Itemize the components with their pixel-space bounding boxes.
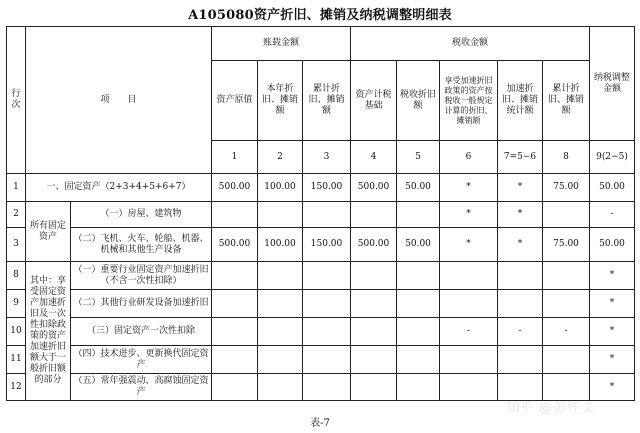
cell-value xyxy=(397,262,440,290)
cell-value xyxy=(440,290,498,318)
cell-value xyxy=(212,346,258,374)
cell-value xyxy=(397,374,440,401)
cell-value: 100.00 xyxy=(258,228,303,262)
row-number: 11 xyxy=(7,346,26,374)
col-header: 加速折旧、摊销统计额 xyxy=(498,61,543,141)
row-label: （一）重要行业固定资产加速折旧（不含一次性扣除） xyxy=(71,262,212,290)
cell-value: 150.00 xyxy=(303,228,351,262)
row-number: 12 xyxy=(7,374,26,401)
col-header: 本年折旧、摊销额 xyxy=(258,61,303,141)
cell-value: 500.00 xyxy=(351,174,397,202)
cell-value: 500.00 xyxy=(212,228,258,262)
cell-value xyxy=(212,202,258,228)
cell-value xyxy=(212,290,258,318)
cell-value xyxy=(440,374,498,401)
col-number: 3 xyxy=(303,141,351,174)
tax-amount-header: 税收金额 xyxy=(351,27,590,61)
col-number: 9(2−5) xyxy=(590,141,635,174)
cell-value xyxy=(543,262,590,290)
depreciation-table xyxy=(6,26,635,401)
row-number: 8 xyxy=(7,262,26,290)
row-number: 3 xyxy=(7,228,26,262)
book-amount-header: 账载金额 xyxy=(212,27,351,61)
col-header: 税收折旧额 xyxy=(397,61,440,141)
row-label: （三）固定资产一次性扣除 xyxy=(71,318,212,346)
col-header: 资产计税基础 xyxy=(351,61,397,141)
cell-value xyxy=(351,290,397,318)
cell-value: - xyxy=(590,202,635,228)
cell-value: 50.00 xyxy=(397,228,440,262)
cell-value: * xyxy=(440,174,498,202)
cell-value: * xyxy=(590,318,635,346)
cell-value: * xyxy=(590,262,635,290)
cell-value xyxy=(303,262,351,290)
cell-value xyxy=(303,290,351,318)
cell-value xyxy=(397,202,440,228)
cell-value xyxy=(258,262,303,290)
col-number: 5 xyxy=(397,141,440,174)
cell-value xyxy=(440,262,498,290)
cell-value: 100.00 xyxy=(258,174,303,202)
cell-value xyxy=(351,374,397,401)
cell-value: 50.00 xyxy=(590,174,635,202)
table-row xyxy=(7,346,635,374)
cell-value: * xyxy=(498,228,543,262)
col-header: 享受加速折旧政策的资产按税收一般规定计算的折旧、摊销额 xyxy=(440,61,498,141)
row-label: （二）其他行业研发设备加速折旧 xyxy=(71,290,212,318)
col-header: 累计折旧、摊销额 xyxy=(543,61,590,141)
cell-value: - xyxy=(440,318,498,346)
cell-value xyxy=(212,318,258,346)
cell-value xyxy=(351,318,397,346)
item-header: 项 目 xyxy=(26,27,212,174)
cell-value: * xyxy=(440,228,498,262)
cell-value: * xyxy=(498,174,543,202)
row-no-header: 行次 xyxy=(7,27,26,174)
cell-value xyxy=(258,202,303,228)
cell-value xyxy=(498,346,543,374)
cell-value: - xyxy=(498,318,543,346)
cell-value xyxy=(258,290,303,318)
row-label: （二）飞机、火车、轮船、机器、机械和其他生产设备 xyxy=(71,228,212,262)
col-number: 7=5−6 xyxy=(498,141,543,174)
cell-value: 500.00 xyxy=(212,174,258,202)
cell-value: * xyxy=(590,290,635,318)
row-number: 1 xyxy=(7,174,26,202)
group-label-fixed-assets: 所有固定资产 xyxy=(26,202,71,262)
table-row xyxy=(7,174,635,202)
cell-value xyxy=(543,202,590,228)
cell-value: * xyxy=(498,202,543,228)
cell-value: 150.00 xyxy=(303,174,351,202)
col-number: 2 xyxy=(258,141,303,174)
cell-value xyxy=(351,202,397,228)
col-header: 资产原值 xyxy=(212,61,258,141)
col-number: 1 xyxy=(212,141,258,174)
row-number: 2 xyxy=(7,202,26,228)
cell-value: 500.00 xyxy=(351,228,397,262)
cell-value xyxy=(258,374,303,401)
cell-value xyxy=(303,346,351,374)
row-number: 10 xyxy=(7,318,26,346)
cell-value xyxy=(543,346,590,374)
cell-value: 75.00 xyxy=(543,228,590,262)
table-caption: 表-7 xyxy=(310,418,330,429)
cell-value xyxy=(351,262,397,290)
col-number: 8 xyxy=(543,141,590,174)
cell-value xyxy=(498,290,543,318)
cell-value: 75.00 xyxy=(543,174,590,202)
watermark: 知乎 @彭怀文 xyxy=(506,401,596,416)
table-row xyxy=(7,318,635,346)
cell-value: * xyxy=(440,202,498,228)
header-row-group xyxy=(7,27,635,61)
cell-value xyxy=(258,318,303,346)
cell-value xyxy=(351,346,397,374)
cell-value xyxy=(303,202,351,228)
cell-value xyxy=(543,290,590,318)
cell-value xyxy=(397,346,440,374)
table-row xyxy=(7,262,635,290)
group-label-accelerated: 其中：享受固定资产加速折旧及一次性扣除政策的资产加速折旧额大于一般折旧额的部分 xyxy=(26,262,71,401)
cell-value xyxy=(397,318,440,346)
cell-value: 50.00 xyxy=(590,228,635,262)
cell-value xyxy=(212,262,258,290)
row-label: （一）房屋、建筑物 xyxy=(71,202,212,228)
cell-value: - xyxy=(543,318,590,346)
cell-value: * xyxy=(590,374,635,401)
tax-adjust-header: 纳税调整金额 xyxy=(590,27,635,141)
row-number: 9 xyxy=(7,290,26,318)
table-row xyxy=(7,228,635,262)
cell-value xyxy=(258,346,303,374)
col-number: 6 xyxy=(440,141,498,174)
cell-value xyxy=(303,374,351,401)
document-title: A105080资产折旧、摊销及纳税调整明细表 xyxy=(188,8,452,23)
cell-value xyxy=(212,374,258,401)
cell-value xyxy=(498,262,543,290)
row-label: 一、固定资产（2+3+4+5+6+7） xyxy=(26,174,212,202)
cell-value: 50.00 xyxy=(397,174,440,202)
cell-value xyxy=(440,346,498,374)
table-row xyxy=(7,202,635,228)
cell-value: * xyxy=(590,346,635,374)
row-label: （五）常年强震动、高腐蚀固定资产 xyxy=(71,374,212,401)
col-header: 累计折旧、摊销额 xyxy=(303,61,351,141)
table-row xyxy=(7,290,635,318)
cell-value xyxy=(303,318,351,346)
col-number: 4 xyxy=(351,141,397,174)
row-label: （四）技术进步、更新换代固定资产 xyxy=(71,346,212,374)
cell-value xyxy=(397,290,440,318)
